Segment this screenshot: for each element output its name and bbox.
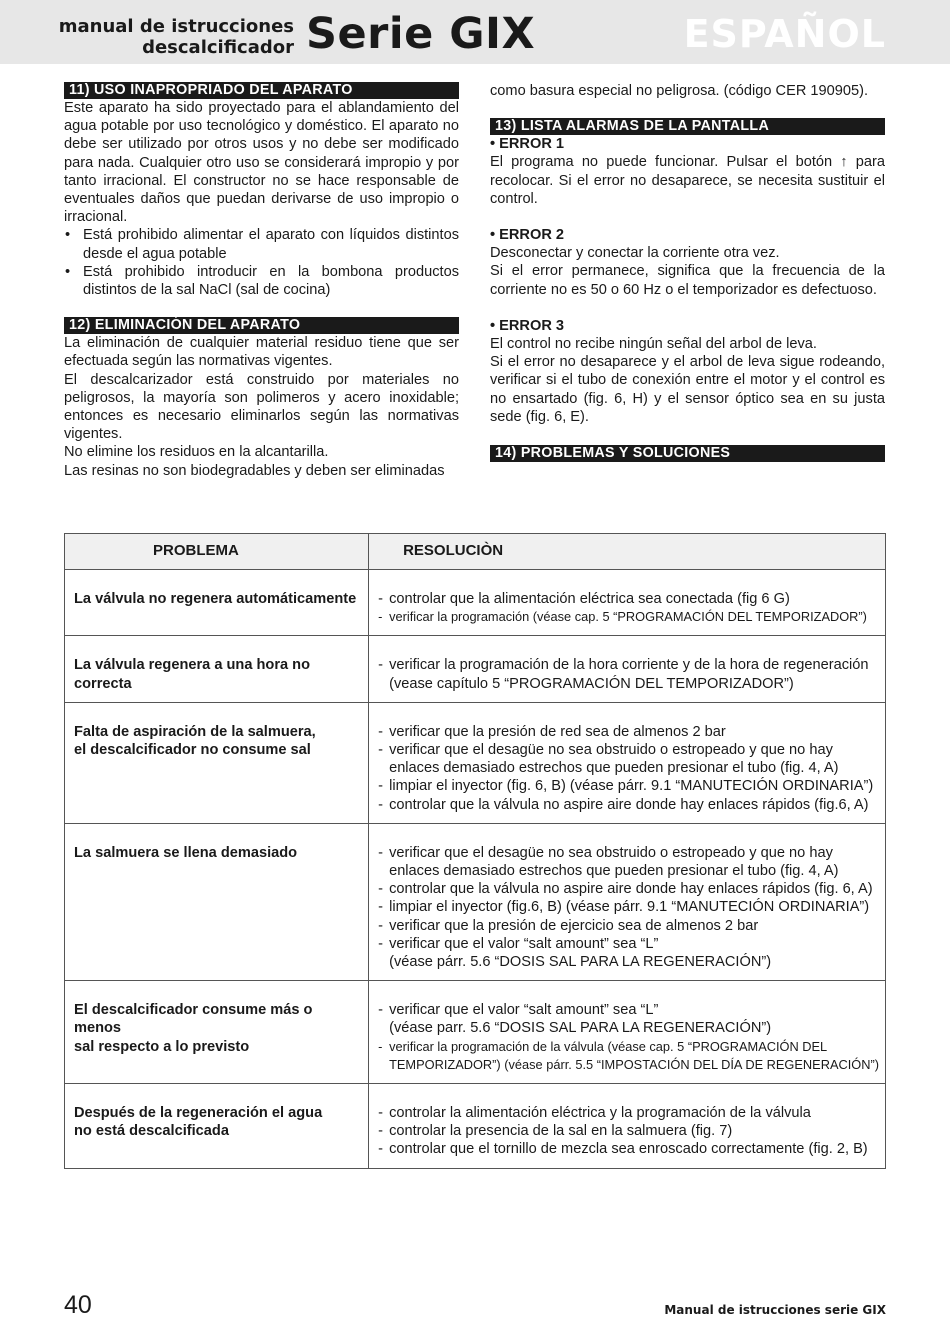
footer-text: Manual de istrucciones serie GIX <box>664 1303 886 1317</box>
resolution-cell <box>369 570 886 636</box>
page-header <box>0 0 950 64</box>
resolution-cell <box>369 636 886 702</box>
column-header-problem <box>65 534 369 570</box>
spacer <box>490 208 885 226</box>
error-2-text: Si el error permanece, significa que la frecuencia de la corriente no es 50 o 60 Hz o el temporizador es defectuoso. <box>490 263 885 298</box>
table-header-row <box>65 534 886 570</box>
section-12-continuation: como basura especial no peligrosa. (código CER 190905). <box>490 83 869 99</box>
problem-cell <box>65 702 369 823</box>
error-3-title: • ERROR 3 <box>490 317 565 334</box>
language-label: ESPAÑOL <box>683 12 886 56</box>
problem-line: La salmuera se llena demasiado <box>74 844 298 861</box>
resolution-line: (vease capítulo 5 “PROGRAMACIÓN DEL TEMPORIZADOR”) <box>389 675 794 692</box>
section-11-heading: 11) USO INAPROPRIADO DEL APARATO <box>64 82 459 99</box>
resolution-cell <box>369 981 886 1084</box>
section-12-paragraph: El descalcarizador está construido por materiales no peligrosos, la mayoría son polimeros y acero inoxidable; entonces es necesario eliminarlos según las normativas vigentes. <box>64 371 459 443</box>
problem-line: Falta de aspiración de la salmuera, <box>74 723 316 740</box>
resolution-line: - limpiar el inyector (fig. 6, B) (véase párr. 9.1 “MANUTECIÓN ORDINARIA”) <box>378 777 879 795</box>
section-14-heading: 14) PROBLEMAS Y SOLUCIONES <box>490 445 885 462</box>
spacer <box>490 299 885 317</box>
spacer <box>490 426 885 445</box>
error-1-text: El programa no puede funcionar. Pulsar el botón ↑ para recolocar. Si el error no desaparece, se necesita sustituir el control. <box>490 154 885 207</box>
column-header-label: PROBLEMA <box>153 542 239 560</box>
spacer <box>490 100 885 118</box>
resolution-line: - verificar que el desagüe no sea obstruido o estropeado y que no hay <box>378 741 879 759</box>
resolution-line: - controlar que la válvula no aspire aire donde hay enlaces rápidos (fig.6, A) <box>378 796 879 814</box>
section-12-paragraph: Las resinas no son biodegradables y deben ser eliminadas <box>64 462 445 479</box>
table-row <box>65 981 886 1084</box>
series-title: Serie GIX <box>306 9 536 59</box>
problem-line: sal respecto a lo previsto <box>74 1038 250 1055</box>
problem-line: no está descalcificada <box>74 1123 229 1140</box>
resolution-line: - verificar que el desagüe no sea obstruido o estropeado y que no hay <box>378 844 879 862</box>
problem-cell <box>65 570 369 636</box>
resolution-line: - verificar que la presión de ejercicio sea de almenos 2 bar <box>378 917 879 935</box>
right-column <box>490 82 885 462</box>
error-3-text: El control no recibe ningún señal del arbol de leva. <box>490 336 817 353</box>
manual-subtitle <box>59 16 294 58</box>
section-12-paragraph: La eliminación de cualquier material residuo tiene que ser efectuada según las normativas vigentes. <box>64 335 459 370</box>
section-11-body: Este aparato ha sido proyectado para el ablandamiento del agua potable por uso tecnológico y doméstico. El aparato no debe ser utilizado por otros usos y no debe ser modificado para nada. Cualquier otro uso se considerará impropio y por tanto irracional. El constructor no se hace responsable de eventuales daños que puedan derivarse de uso impropio o irracional. <box>64 100 459 226</box>
spacer <box>64 299 459 317</box>
table-row <box>65 636 886 702</box>
list-item: • Está prohibido introducir en la bombona productos distintos de la sal NaCl (sal de cocina) <box>64 263 459 299</box>
section-11-bullets <box>64 226 459 299</box>
resolution-line: - verificar la programación de la hora corriente y de la hora de regeneración <box>378 656 879 674</box>
resolution-line: (véase parr. 5.6 “DOSIS SAL PARA LA REGENERACIÓN”) <box>389 1020 772 1037</box>
resolution-line: enlaces demasiado estrechos que pueden presionar el tubo (fig. 4, A) <box>389 760 839 777</box>
list-item: • Está prohibido alimentar el aparato con líquidos distintos desde el agua potable <box>64 226 459 262</box>
resolution-line: - controlar que la válvula no aspire aire donde hay enlaces rápidos (fig. 6, A) <box>378 880 879 898</box>
table-row <box>65 823 886 980</box>
problem-cell <box>65 636 369 702</box>
resolution-line: - controlar la alimentación eléctrica y la programación de la válvula <box>378 1104 879 1122</box>
table-row <box>65 570 886 636</box>
resolution-cell <box>369 702 886 823</box>
resolution-cell <box>369 823 886 980</box>
problem-cell <box>65 981 369 1084</box>
resolution-line: - controlar que la alimentación eléctrica sea conectada (fig 6 G) <box>378 590 879 608</box>
resolution-line: - verificar que el valor “salt amount” sea “L” <box>378 935 879 953</box>
error-3-text: Si el error no desaparece y el arbol de leva sigue rodeando, verificar si el tubo de conexión entre el motor y el control es no ensartado (fig. 6, H) y el sensor óptico sea en su justa sede (fig. 6, E). <box>490 354 885 425</box>
table-body <box>65 570 886 1169</box>
section-12-paragraph: No elimine los residuos en la alcantarilla. <box>64 444 329 461</box>
error-2-title: • ERROR 2 <box>490 227 565 244</box>
resolution-line: - verificar la programación (véase cap. 5 “PROGRAMACIÓN DEL TEMPORIZADOR”) <box>378 608 879 626</box>
column-header-resolution <box>369 534 886 570</box>
table-row <box>65 702 886 823</box>
resolution-line: - verificar que la presión de red sea de almenos 2 bar <box>378 723 879 741</box>
problem-cell <box>65 823 369 980</box>
resolution-line: - verificar la programación de la válvula (véase cap. 5 “PROGRAMACIÓN DEL <box>378 1038 879 1056</box>
problem-line: La válvula no regenera automáticamente <box>74 591 357 607</box>
error-2-text: Desconectar y conectar la corriente otra vez. <box>490 245 780 262</box>
column-header-label: RESOLUCIÒN <box>403 542 504 560</box>
error-1-title: • ERROR 1 <box>490 136 565 153</box>
troubleshooting-table <box>64 533 886 1169</box>
resolution-line: - verificar que el valor “salt amount” sea “L” <box>378 1001 879 1019</box>
resolution-cell <box>369 1084 886 1169</box>
resolution-line: (véase párr. 5.6 “DOSIS SAL PARA LA REGENERACIÓN”) <box>389 954 772 971</box>
table-row <box>65 1084 886 1169</box>
problem-cell <box>65 1084 369 1169</box>
section-13-heading: 13) LISTA ALARMAS DE LA PANTALLA <box>490 118 885 135</box>
resolution-line: - limpiar el inyector (fig.6, B) (véase párr. 9.1 “MANUTECIÓN ORDINARIA”) <box>378 898 879 916</box>
resolution-line: enlaces demasiado estrechos que pueden presionar el tubo (fig. 4, A) <box>389 863 839 880</box>
left-column <box>64 82 459 480</box>
subtitle-line-1: manual de istrucciones <box>58 16 294 37</box>
resolution-line: TEMPORIZADOR”) (véase párr. 5.5 “IMPOSTACIÓN DEL DÍA DE REGENERACIÓN”) <box>389 1056 879 1072</box>
problem-line: La válvula regenera a una hora no correcta <box>74 657 311 692</box>
problem-line: Después de la regeneración el agua <box>74 1105 323 1122</box>
resolution-line: - controlar que el tornillo de mezcla sea enroscado correctamente (fig. 2, B) <box>378 1140 879 1158</box>
resolution-line: - controlar la presencia de la sal en la salmuera (fig. 7) <box>378 1122 879 1140</box>
page-number: 40 <box>64 1291 92 1319</box>
subtitle-line-2: descalcificador <box>142 37 294 58</box>
problem-line: el descalcificador no consume sal <box>74 742 311 759</box>
section-12-heading: 12) ELIMINACIÓN DEL APARATO <box>64 317 459 334</box>
problem-line: El descalcificador consume más o menos <box>74 1002 313 1037</box>
